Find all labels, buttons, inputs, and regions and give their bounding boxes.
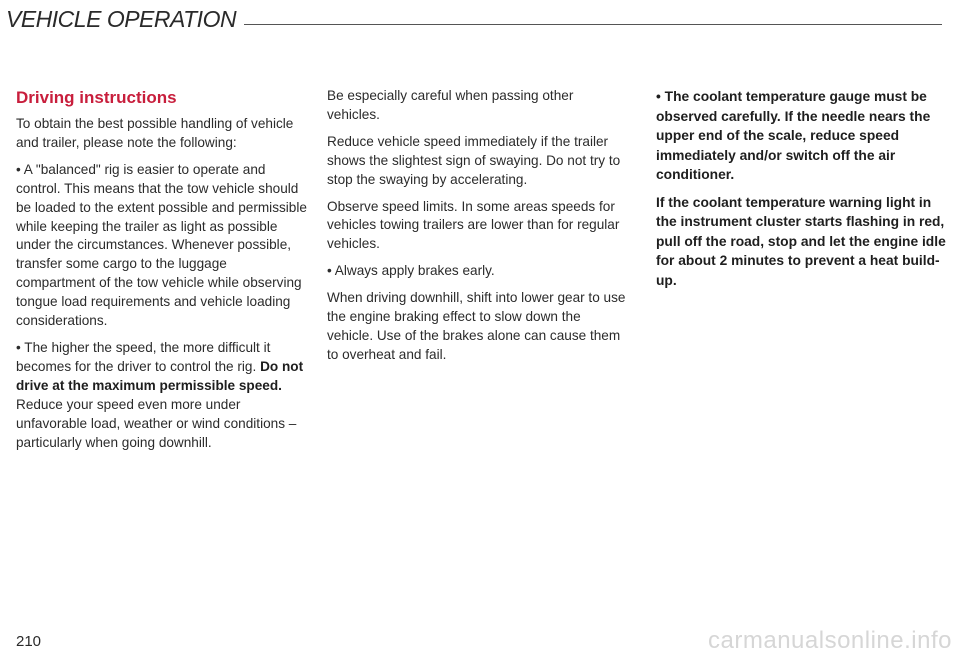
section-title: VEHICLE OPERATION xyxy=(6,6,237,32)
passing-paragraph: Be especially careful when passing other vehicles. xyxy=(327,88,574,122)
downhill-paragraph: When driving downhill, shift into lower gear to use the engine braking effect to slow down the vehicle. Use of the brakes alone can cause them to overheat and fail. xyxy=(327,290,626,362)
coolant-warning-paragraph: If the coolant temperature warning light in the instrument cluster starts flashing in red, pull off the road, stop and let the engine idle for about 2 minutes to prevent a heat build-up. xyxy=(656,194,946,288)
bullet-speed xyxy=(16,339,308,452)
bullet-coolant-gauge: • The coolant temperature gauge must be observed carefully. If the needle nears the upper end of the scale, reduce speed immediately and/or switch off the air conditioner. xyxy=(656,89,931,182)
header-rule xyxy=(244,24,942,25)
column-1 xyxy=(16,87,308,460)
bullet-speed-start: • The higher the speed, the more difficult it becomes for the driver to control the rig. xyxy=(16,339,271,374)
warning-max-speed: Do not drive at the maximum permissible speed. xyxy=(16,358,304,393)
swaying-paragraph: Reduce vehicle speed immediately if the trailer shows the slightest sign of swaying. Do not try to stop the swaying by accelerating. xyxy=(327,133,621,187)
column-3 xyxy=(656,87,948,298)
section-heading: Driving instructions xyxy=(16,88,177,107)
page-number: 210 xyxy=(16,633,42,650)
watermark: carmanualsonline.info xyxy=(708,627,952,654)
bullet-brakes-early: • Always apply brakes early. xyxy=(327,263,495,279)
column-2 xyxy=(327,87,627,373)
intro-paragraph: To obtain the best possible handling of vehicle and trailer, please note the following: xyxy=(16,116,294,150)
bullet-balanced-rig: • A "balanced" rig is easier to operate and control. This means that the tow vehicle should be loaded to the extent possible and permissible while keeping the trailer as light as possible under the circumstances. Whenever possible, transfer some cargo to the luggage compartment of the tow vehicle while observing tongue load requirements and vehicle loading considerations. xyxy=(16,161,307,329)
page-header xyxy=(6,4,942,44)
speed-limits-paragraph: Observe speed limits. In some areas speeds for vehicles towing trailers are lower than for regular vehicles. xyxy=(327,198,620,252)
bullet-speed-end: Reduce your speed even more under unfavorable load, weather or wind conditions – particularly when going downhill. xyxy=(16,396,297,450)
